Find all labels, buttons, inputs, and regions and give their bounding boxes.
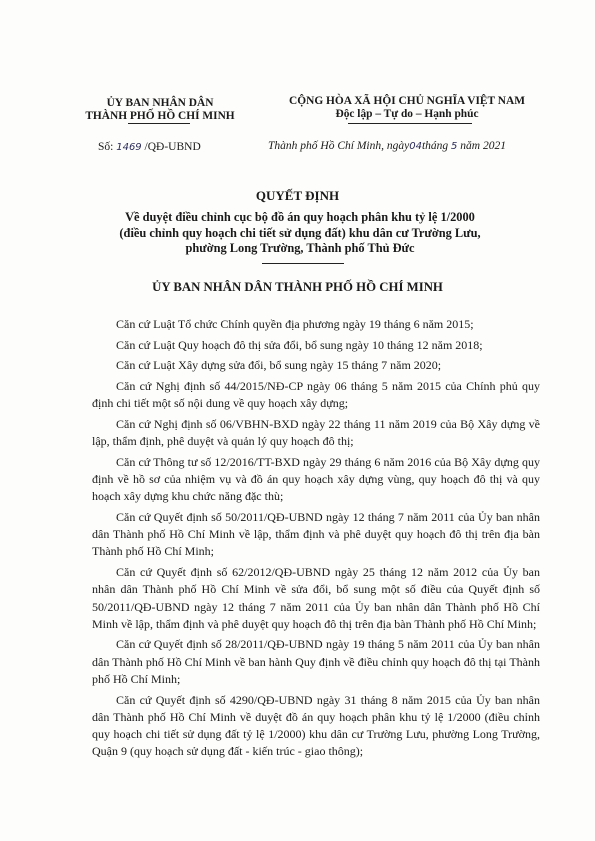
date-month-label: tháng <box>421 140 449 152</box>
legal-basis-paragraph: Căn cứ Quyết định số 4290/QĐ-UBND ngày 31 tháng 8 năm 2015 của Ủy ban nhân dân Thành phố Hồ Chí Minh về duyệt đồ án quy hoạch phân khu tỷ lệ 1/2000 (điều chỉnh quy hoạch chi tiết sử dụng đất tỷ lệ 1/2000) khu dân cư Trường Lưu, phường Long Trường, Quận 9 (quy hoạch sử dụng đất - kiến trúc - giao thông); <box>92 692 540 759</box>
subject-line-3: phường Long Trường, Thành phố Thủ Đức <box>185 241 415 255</box>
subject-line-1: Về duyệt điều chỉnh cục bộ đồ án quy hoạch phân khu tỷ lệ 1/2000 <box>125 210 475 224</box>
agency-underline <box>128 123 190 124</box>
handwritten-number: 1469 <box>116 142 142 153</box>
national-motto: Độc lập – Tự do – Hạnh phúc <box>335 108 479 120</box>
legal-basis-list <box>92 316 540 764</box>
national-name: CỘNG HÒA XÃ HỘI CHỦ NGHĨA VIỆT NAM <box>289 95 525 107</box>
legal-basis-paragraph: Căn cứ Nghị định số 44/2015/NĐ-CP ngày 06 tháng 5 năm 2015 của Chính phủ quy định chi tiết một số nội dung về quy hoạch xây dựng; <box>92 379 540 411</box>
agency-line-1: ỦY BAN NHÂN DÂN <box>106 97 214 109</box>
handwritten-month: 5 <box>451 141 458 152</box>
national-heading <box>262 95 552 121</box>
handwritten-day: 04 <box>409 141 422 152</box>
document-date <box>268 140 506 152</box>
agency-line-2: THÀNH PHỐ HỒ CHÍ MINH <box>85 110 235 122</box>
document-number <box>98 141 201 153</box>
subject-line-2: (điều chỉnh quy hoạch chi tiết sử dụng đất) khu dân cư Trường Lưu, <box>119 225 481 240</box>
document-title: QUYẾT ĐỊNH <box>255 188 340 203</box>
date-prefix: Thành phố Hồ Chí Minh, ngày <box>268 140 410 152</box>
issuing-agency <box>80 97 240 123</box>
date-year: năm 2021 <box>460 140 506 152</box>
legal-basis-paragraph: Căn cứ Thông tư số 12/2016/TT-BXD ngày 29 tháng 6 năm 2016 của Bộ Xây dựng quy định về hồ sơ của nhiệm vụ và đồ án quy hoạch xây dựng vùng, quy hoạch đô thị và quy hoạch xây dựng khu chức năng đặc thù; <box>92 454 540 504</box>
legal-basis-paragraph: Căn cứ Quyết định số 62/2012/QĐ-UBND ngày 25 tháng 12 năm 2012 của Ủy ban nhân dân Thành phố Hồ Chí Minh về sửa đổi, bổ sung một số điều của Quyết định số 50/2011/QĐ-UBND ngày 12 tháng 7 năm 2011 của Ủy ban nhân dân Thành phố Hồ Chí Minh về lập, thẩm định và phê duyệt quy hoạch đô thị trên địa bàn Thành phố Hồ Chí Minh; <box>92 565 540 631</box>
subject-underline <box>262 263 344 264</box>
legal-basis-paragraph: Căn cứ Luật Tổ chức Chính quyền địa phương ngày 19 tháng 6 năm 2015; <box>116 317 474 331</box>
legal-basis-paragraph: Căn cứ Quyết định số 50/2011/QĐ-UBND ngày 12 tháng 7 năm 2011 của Ủy ban nhân dân Thành phố Hồ Chí Minh về lập, thẩm định và phê duyệt quy hoạch đô thị trên địa bàn Thành phố Hồ Chí Minh; <box>92 510 540 559</box>
legal-basis-paragraph: Căn cứ Luật Quy hoạch đô thị sửa đổi, bổ sung ngày 10 tháng 12 năm 2018; <box>116 337 483 352</box>
legal-basis-paragraph: Căn cứ Nghị định số 06/VBHN-BXD ngày 22 tháng 11 năm 2019 của Bộ Xây dựng về lập, thẩm định, phê duyệt và quản lý quy hoạch đô thị; <box>92 417 540 449</box>
document-subject <box>60 210 540 257</box>
legal-basis-paragraph: Căn cứ Quyết định số 28/2011/QĐ-UBND ngày 19 tháng 5 năm 2011 của Ủy ban nhân dân Thành phố Hồ Chí Minh về ban hành Quy định về điều chỉnh quy hoạch đô thị tại Thành phố Hồ Chí Minh; <box>92 637 540 686</box>
number-prefix: Số: <box>98 141 114 153</box>
legal-basis-paragraph: Căn cứ Luật Xây dựng sửa đổi, bổ sung ngày 15 tháng 7 năm 2020; <box>116 358 442 373</box>
authority-heading: ỦY BAN NHÂN DÂN THÀNH PHỐ HỒ CHÍ MINH <box>152 280 443 294</box>
number-suffix: /QĐ-UBND <box>144 141 201 153</box>
motto-underline <box>348 123 472 124</box>
